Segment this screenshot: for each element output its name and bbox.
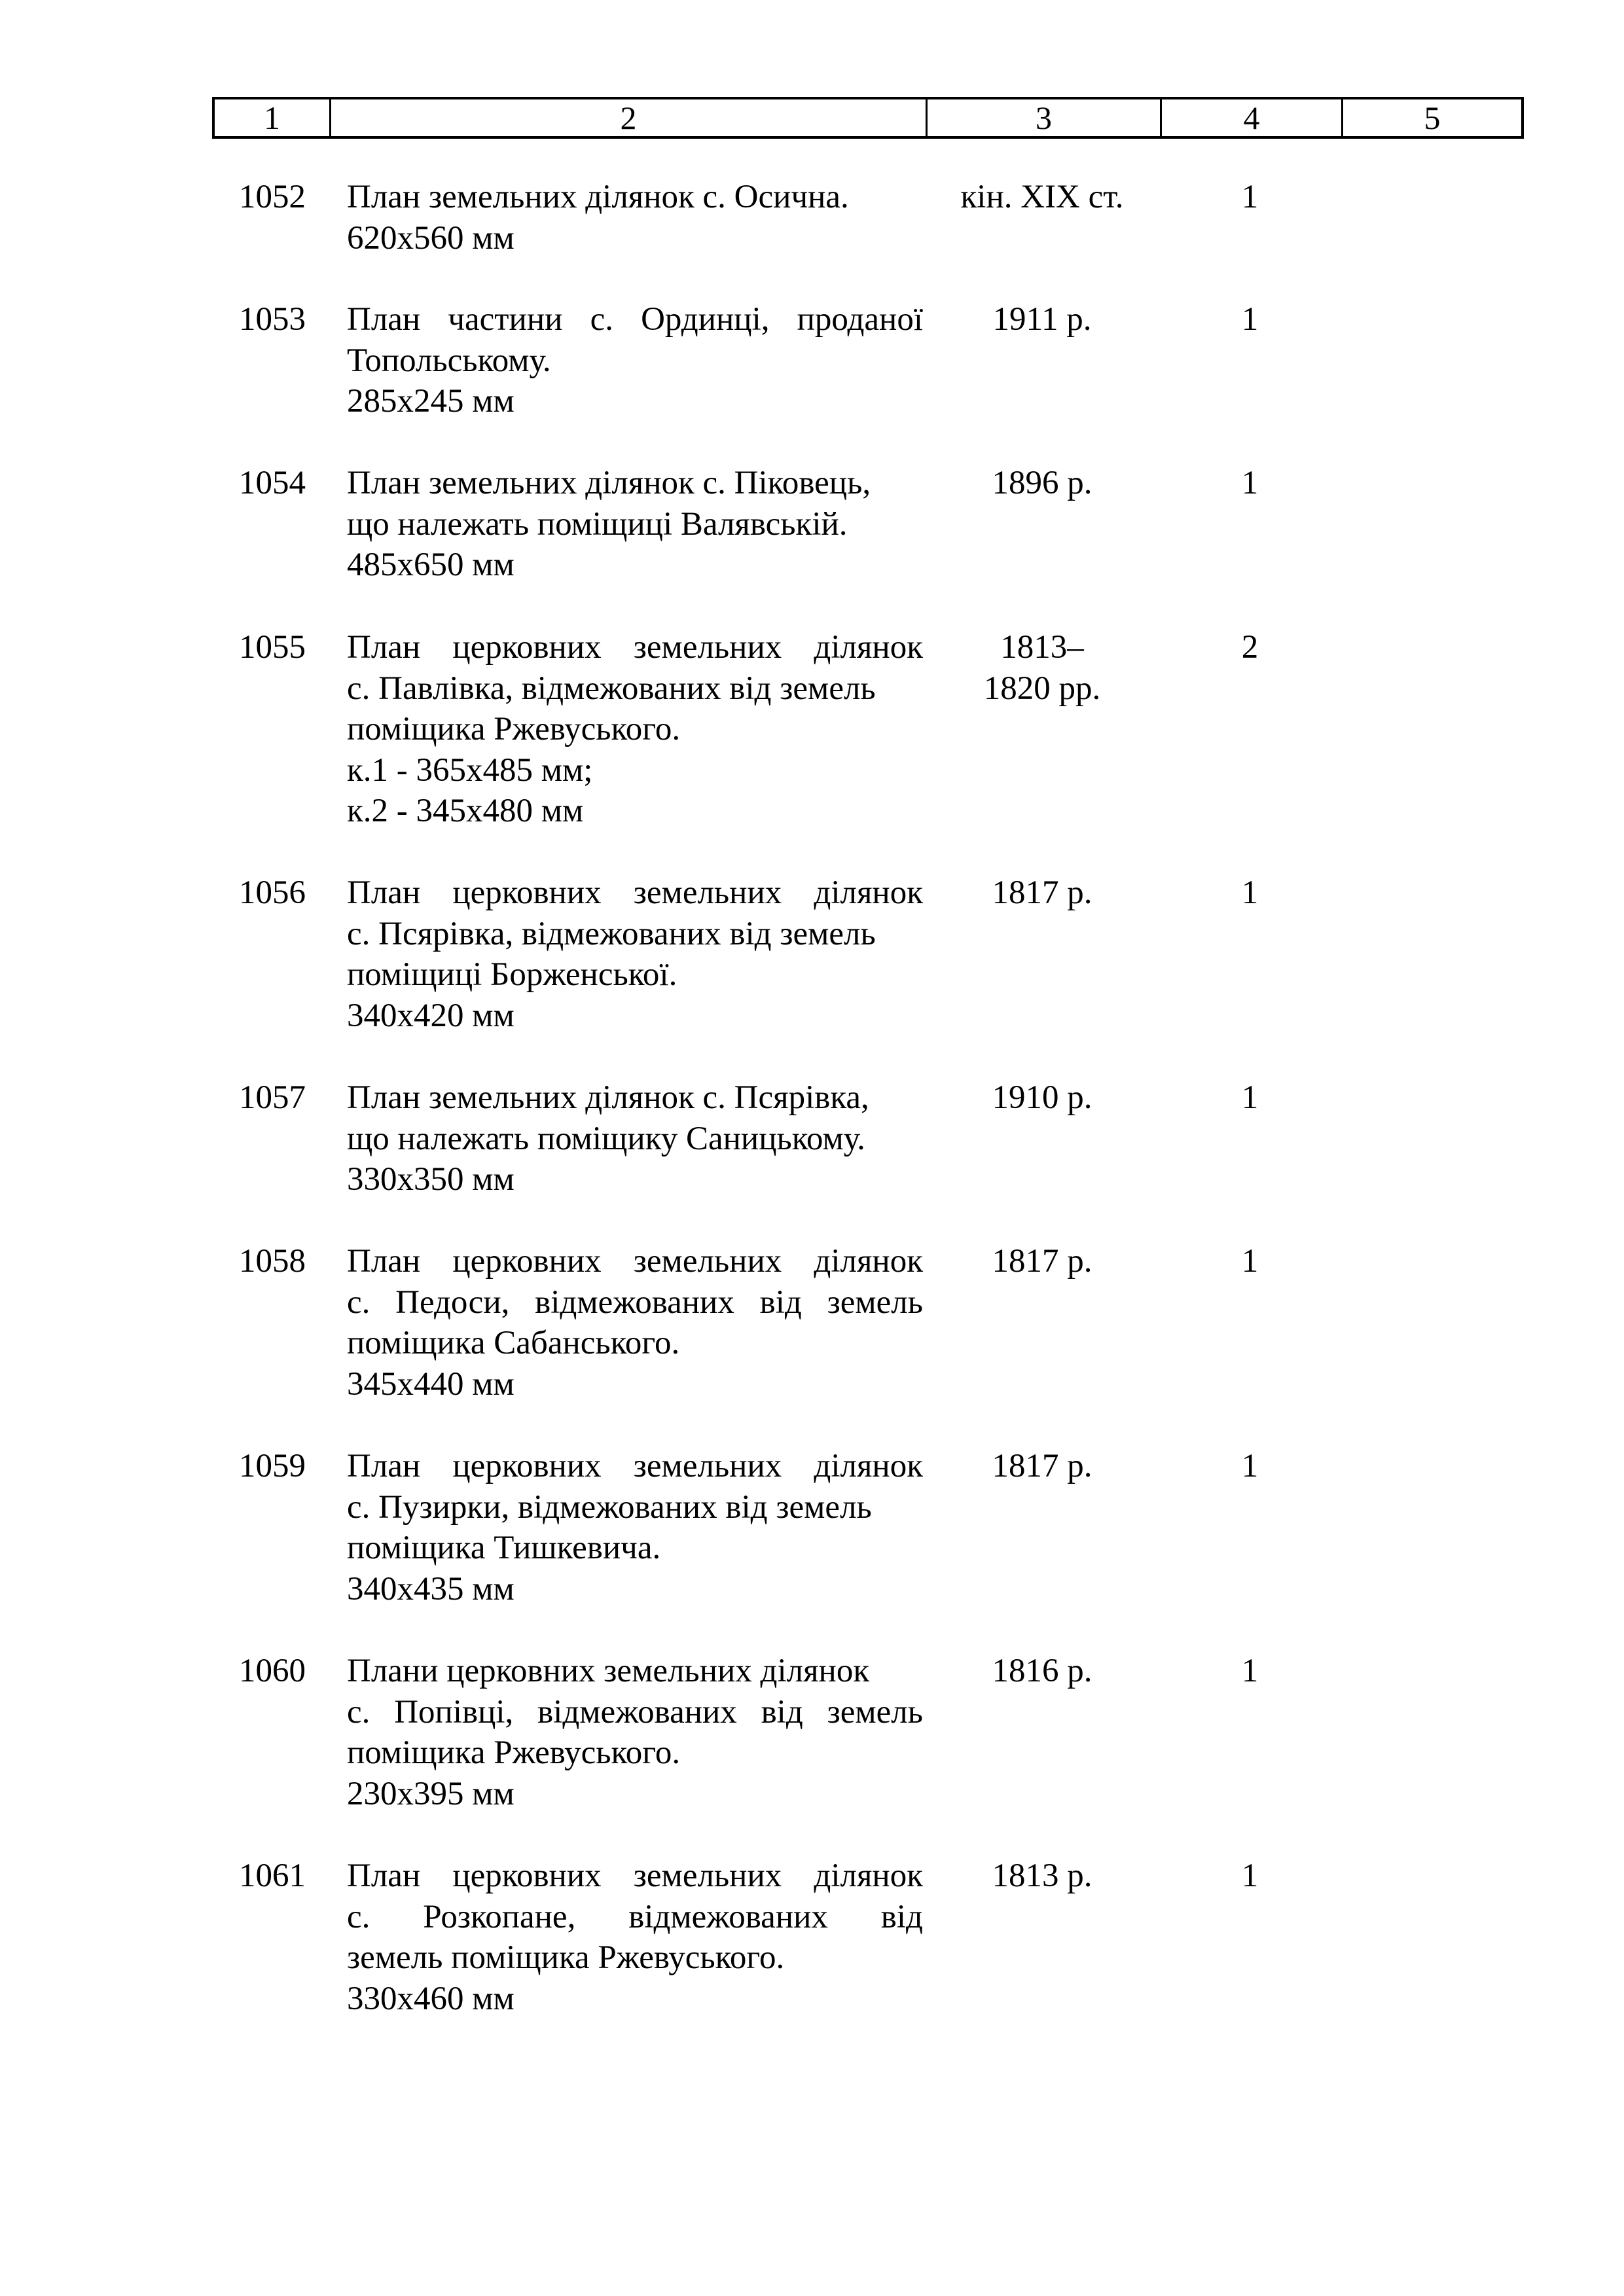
description-line: с. Псярівка, відмежованих від земель: [347, 915, 876, 952]
entry-sheet-count: 1: [1241, 1857, 1259, 1894]
entry-sheet-count: 1: [1241, 179, 1259, 215]
entry-number: 1054: [239, 465, 306, 501]
column-header-1: 1: [215, 99, 331, 136]
description-line: к.2 - 345х480 мм: [347, 793, 584, 829]
date-line: кін. XIX ст.: [960, 179, 1124, 215]
description-line: що належать поміщиці Валявській.: [347, 505, 848, 543]
description-line: поміщиці Борженської.: [347, 956, 677, 993]
description-line: поміщика Тишкевича.: [347, 1530, 661, 1566]
description-line: План земельних ділянок с. Псярівка,: [347, 1079, 869, 1116]
entry-date: [925, 463, 1159, 504]
entry-date: [925, 1077, 1159, 1119]
description-line: План церковних земельних ділянок: [347, 874, 923, 911]
entry-description: [347, 1651, 923, 1814]
entry-date: [925, 299, 1159, 340]
entry-sheet-count: 1: [1241, 1243, 1259, 1280]
date-line: 1817 р.: [992, 1243, 1092, 1280]
description-line: 230х395 мм: [347, 1775, 514, 1812]
description-line: поміщика Ржевуського.: [347, 1734, 681, 1771]
description-line: План земельних ділянок с. Піковець,: [347, 465, 871, 501]
description-line: к.1 - 365х485 мм;: [347, 751, 593, 789]
description-line: 285х245 мм: [347, 383, 514, 420]
description-line: 340х420 мм: [347, 997, 514, 1034]
entry-description: [347, 463, 923, 586]
description-line: План земельних ділянок с. Осична.: [347, 179, 849, 215]
entry-number: 1061: [239, 1857, 306, 1894]
date-line: 1817 р.: [992, 1448, 1092, 1484]
description-line: поміщика Сабанського.: [347, 1325, 680, 1361]
entry-description: [347, 1856, 923, 2019]
description-line: 330х350 мм: [347, 1161, 514, 1198]
description-line: План церковних земельних ділянок: [347, 1857, 923, 1894]
entry-number: 1055: [239, 629, 306, 666]
date-line: 1813 р.: [992, 1857, 1092, 1894]
entry-number: 1053: [239, 301, 306, 338]
entry-description: [347, 177, 923, 259]
description-line: Плани церковних земельних ділянок: [347, 1653, 870, 1689]
entry-sheet-count: 1: [1241, 465, 1259, 501]
description-line: План церковних земельних ділянок: [347, 1448, 923, 1484]
entry-number: 1059: [239, 1448, 306, 1484]
entry-sheet-count: 1: [1241, 874, 1259, 911]
date-line: 1911 р.: [992, 301, 1092, 338]
date-line: 1896 р.: [992, 465, 1092, 501]
entry-number: 1056: [239, 874, 306, 911]
entry-date: [925, 872, 1159, 914]
date-line: 1816 р.: [992, 1653, 1092, 1689]
entry-date: [925, 1856, 1159, 1897]
entry-number: 1052: [239, 179, 306, 215]
description-line: земель поміщика Ржевуського.: [347, 1939, 785, 1976]
description-line: с. Павлівка, відмежованих від земель: [347, 670, 876, 707]
column-header-5: 5: [1424, 99, 1441, 136]
description-line: План церковних земельних ділянок: [347, 1243, 923, 1280]
entry-date: [925, 1651, 1159, 1692]
entry-description: [347, 627, 923, 832]
column-header-4: 4: [1162, 99, 1343, 136]
description-line: План церковних земельних ділянок: [347, 629, 923, 666]
entry-number: 1058: [239, 1243, 306, 1280]
date-line: 1817 р.: [992, 874, 1092, 911]
column-header-3: 3: [928, 99, 1162, 136]
entry-date: [925, 1241, 1159, 1282]
entry-description: [347, 872, 923, 1036]
column-header-table: [212, 97, 1524, 139]
entry-number: 1057: [239, 1079, 306, 1116]
entry-description: [347, 1446, 923, 1609]
description-line: Топольському.: [347, 342, 551, 379]
entry-sheet-count: 1: [1241, 1448, 1259, 1484]
description-line: 620х560 мм: [347, 219, 514, 257]
entry-description: [347, 299, 923, 422]
description-line: с. Попівці, відмежованих від земель: [347, 1693, 923, 1731]
date-line: 1813–: [1000, 629, 1084, 666]
entry-description: [347, 1077, 923, 1200]
entry-sheet-count: 1: [1241, 301, 1259, 338]
description-line: 345х440 мм: [347, 1365, 514, 1403]
entry-sheet-count: 1: [1241, 1653, 1259, 1689]
description-line: 330х460 мм: [347, 1980, 514, 2017]
date-line: 1820 рр.: [983, 670, 1101, 707]
entry-date: [925, 177, 1159, 218]
description-line: с. Педоси, відмежованих від земель: [347, 1283, 923, 1321]
description-line: 340х435 мм: [347, 1570, 514, 1607]
description-line: поміщика Ржевуського.: [347, 711, 681, 747]
description-line: с. Розкопане, відмежованих від: [347, 1898, 923, 1935]
description-line: 485х650 мм: [347, 547, 514, 583]
description-line: с. Пузирки, відмежованих від земель: [347, 1488, 872, 1526]
description-line: План частини с. Ординці, проданої: [347, 301, 923, 338]
date-line: 1910 р.: [992, 1079, 1092, 1116]
entry-sheet-count: 1: [1241, 1079, 1259, 1116]
entry-date: [925, 1446, 1159, 1487]
entry-description: [347, 1241, 923, 1405]
description-line: що належать поміщику Саницькому.: [347, 1120, 865, 1157]
entry-sheet-count: 2: [1241, 629, 1259, 666]
column-header-2: 2: [331, 99, 928, 136]
entry-number: 1060: [239, 1653, 306, 1689]
entry-date: [925, 627, 1159, 709]
